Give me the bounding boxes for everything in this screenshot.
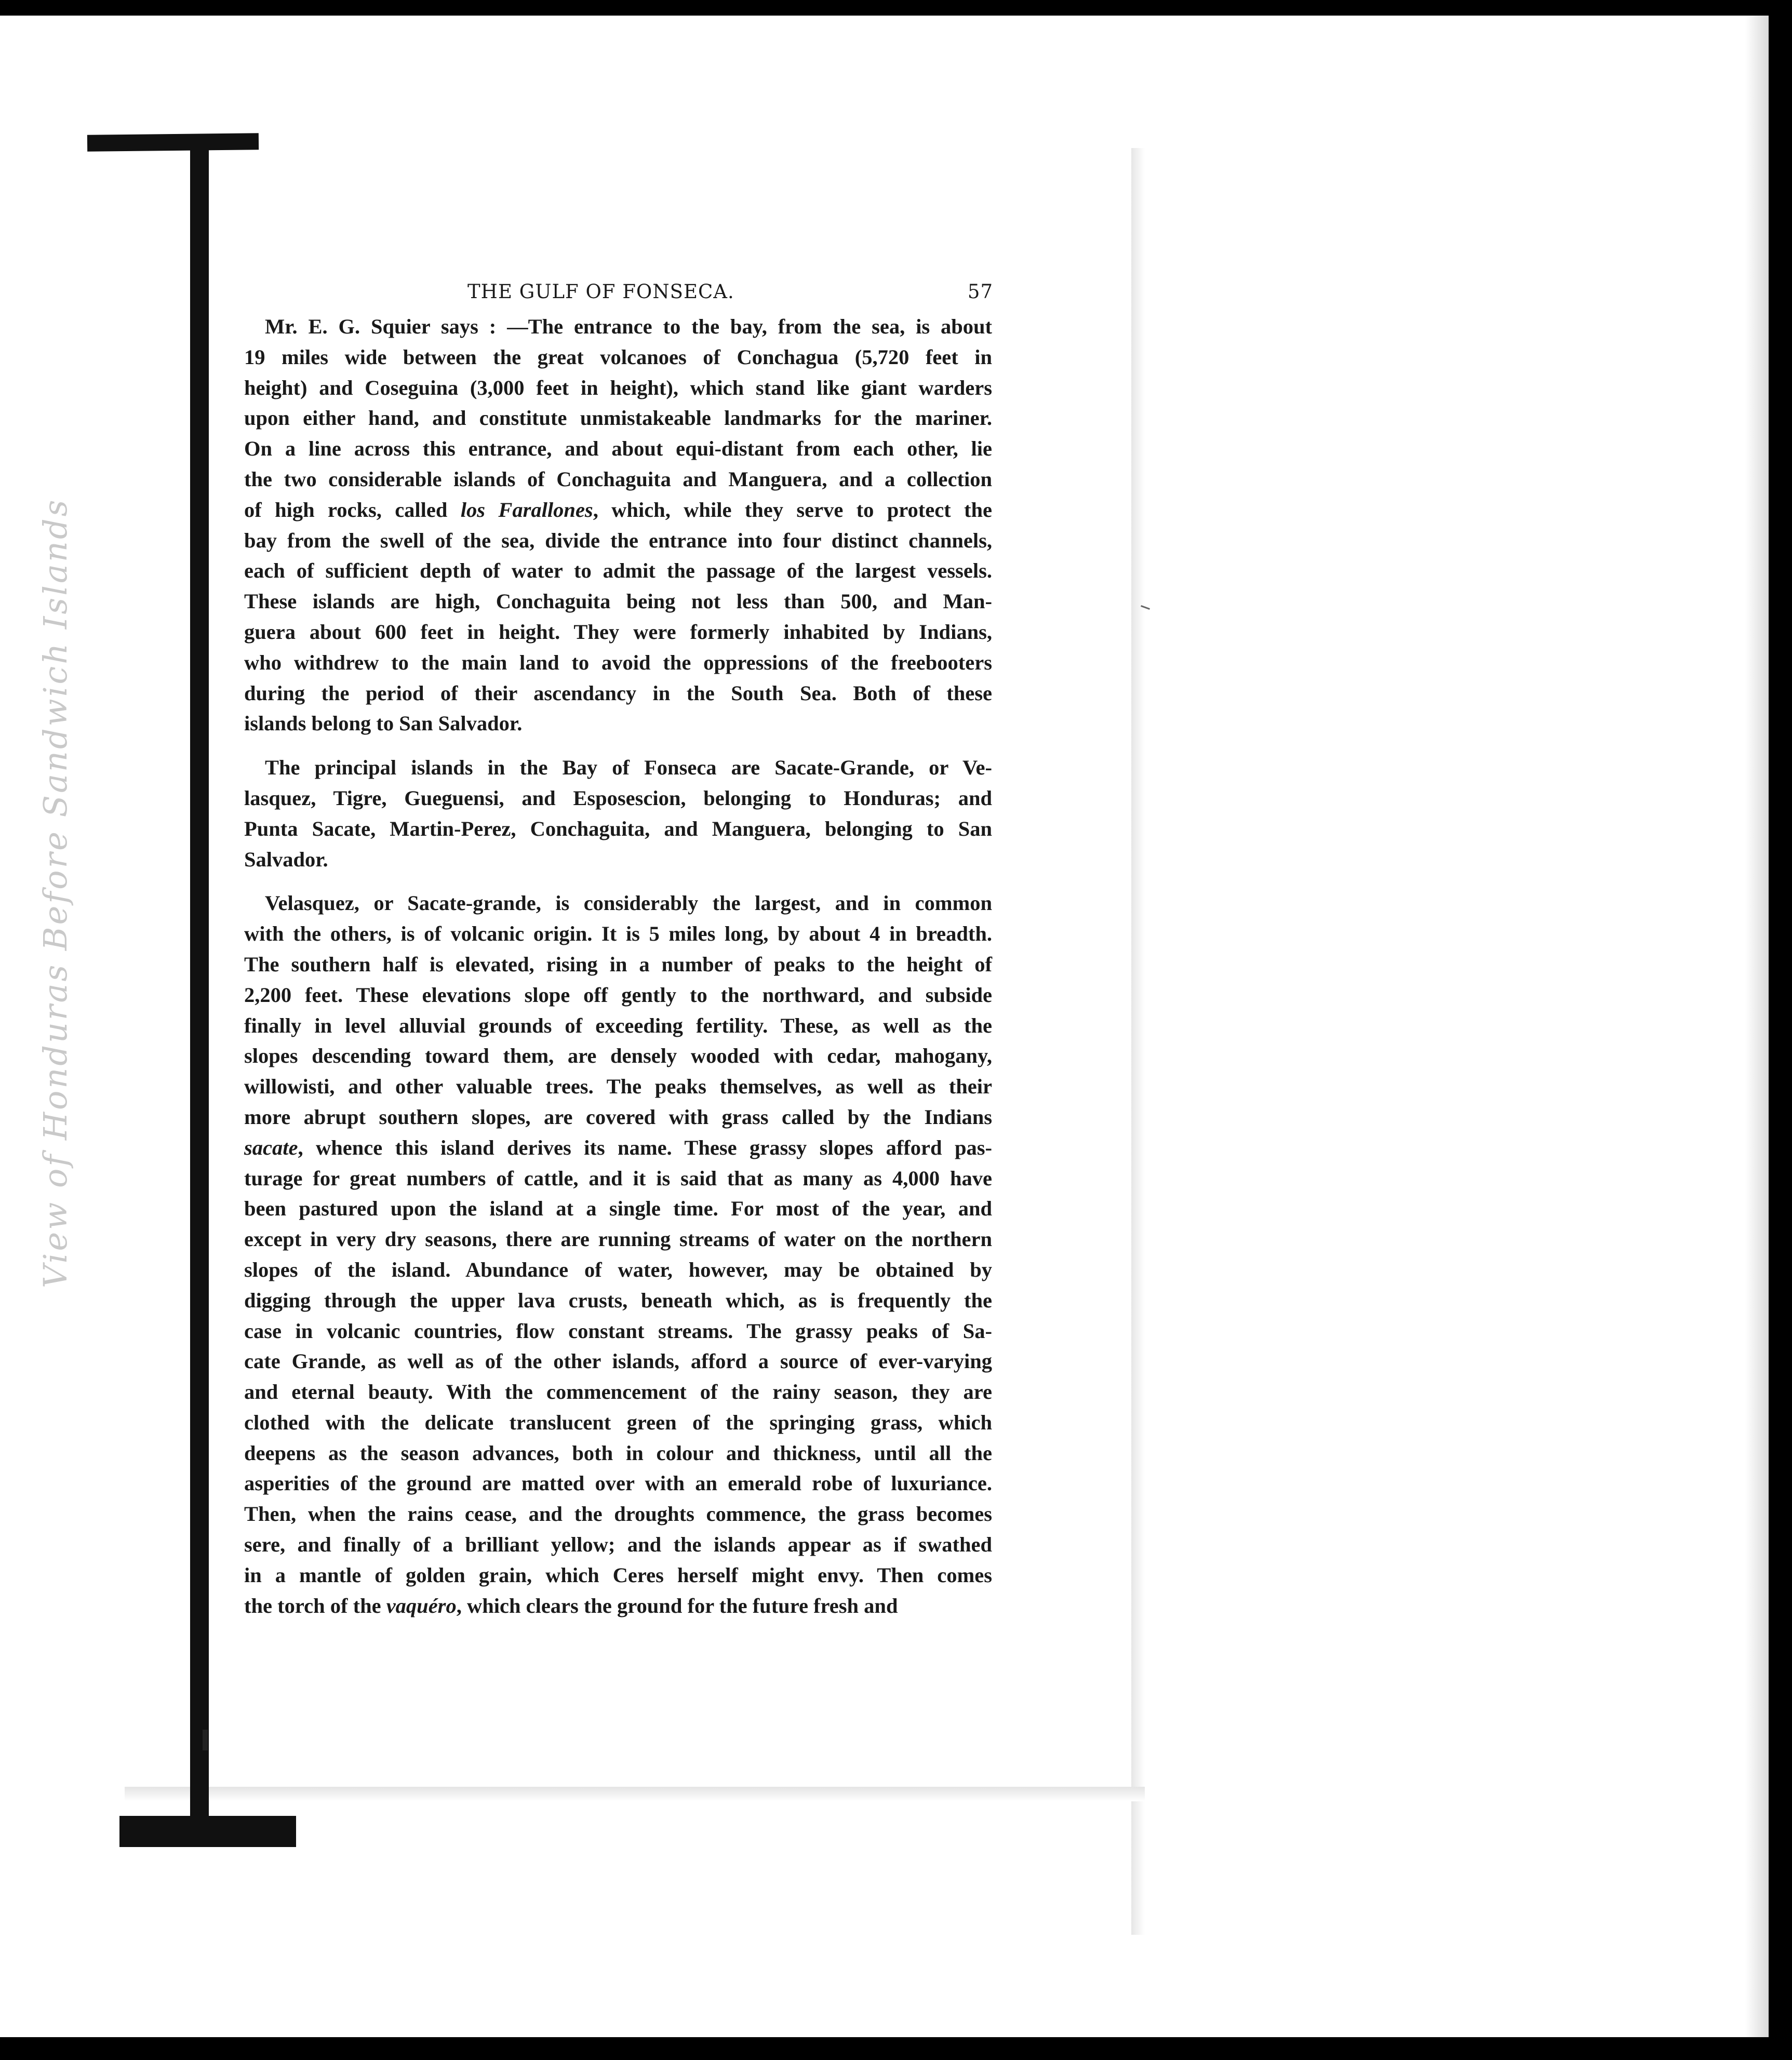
text-line: willowisti, and other valuable trees. The peaks themselves, as well as their [244, 1075, 992, 1099]
text-line: asperities of the ground are matted over with an emerald robe of luxuriance. [244, 1472, 992, 1495]
text-line: 19 miles wide between the great volcanoes of Conchagua (5,720 feet in [244, 345, 992, 369]
text-line: digging through the upper lava crusts, beneath which, as is frequently the [244, 1288, 992, 1312]
text-line: deepens as the season advances, both in colour and thickness, until all the [244, 1441, 992, 1465]
text-line: slopes of the island. Abundance of water, however, may be obtained by [244, 1258, 992, 1281]
binding-clip-bottom [119, 1816, 296, 1847]
text-line: turage for great numbers of cattle, and it is said that as many as 4,000 have [244, 1166, 992, 1190]
paragraph [244, 753, 992, 875]
text-line: who withdrew to the main land to avoid the oppressions of the freebooters [244, 650, 992, 674]
text-line: 2,200 feet. These elevations slope off gently to the northward, and subside [244, 983, 992, 1007]
text-line: with the others, is of volcanic origin. It is 5 miles long, by about 4 in breadth. [244, 922, 992, 946]
text-line: Mr. E. G. Squier says : —The entrance to the bay, from the sea, is about [265, 315, 992, 338]
text-line: and eternal beauty. With the commencement of the rainy season, they are [244, 1380, 992, 1404]
running-title: THE GULF OF FONSECA. [467, 280, 734, 303]
text-line: Salvador. [244, 847, 328, 871]
text-line: The southern half is elevated, rising in a number of peaks to the height of [244, 952, 992, 976]
text-line: islands belong to San Salvador. [244, 712, 523, 735]
text-line: cate Grande, as well as of the other islands, afford a source of ever-varying [244, 1349, 992, 1373]
text-line: finally in level alluvial grounds of exceeding fertility. These, as well as the [244, 1013, 992, 1037]
scan-border-top [0, 0, 1792, 16]
text-line: in a mantle of golden grain, which Ceres herself might envy. Then comes [244, 1563, 992, 1587]
text-line: These islands are high, Conchaguita being not less than 500, and Man- [244, 590, 992, 613]
text-line: of high rocks, called los Farallones, which, while they serve to protect the [244, 498, 992, 521]
scan-border-bottom [0, 2037, 1792, 2060]
text-line: On a line across this entrance, and about equi-distant from each other, lie [244, 437, 992, 461]
scan-edge-shading [1745, 16, 1769, 2037]
text-line: the torch of the vaquéro, which clears the ground for the future fresh and [244, 1594, 898, 1617]
text-line: sere, and finally of a brilliant yellow; and the islands appear as if swathed [244, 1533, 992, 1557]
binding-clip-bar [190, 141, 209, 1835]
page-number: 57 [967, 280, 993, 303]
text-line: sacate, whence this island derives its name. These grassy slopes afford pas- [244, 1135, 992, 1159]
page-edge-shadow-bottom [125, 1787, 1145, 1801]
text-line: during the period of their ascendancy in the South Sea. Both of these [244, 681, 992, 705]
text-line: guera about 600 feet in height. They were formerly inhabited by Indians, [244, 620, 992, 644]
text-line: Then, when the rains cease, and the droughts commence, the grass becomes [244, 1502, 992, 1526]
text-line: clothed with the delicate translucent green of the springing grass, which [244, 1410, 992, 1434]
paragraph [244, 312, 992, 739]
paragraph [244, 888, 992, 1621]
text-line: slopes descending toward them, are densely wooded with cedar, mahogany, [244, 1044, 992, 1068]
text-line: except in very dry seasons, there are running streams of water on the northern [244, 1227, 992, 1251]
faint-margin-handwriting: View of Honduras Before Sandwich Islands [36, 498, 74, 1288]
body-text [244, 312, 992, 1621]
binding-clip-top [87, 133, 259, 151]
binding-clip-notch [203, 1730, 208, 1750]
text-line: more abrupt southern slopes, are covered with grass called by the Indians [244, 1105, 992, 1129]
running-head [244, 280, 992, 312]
text-line: Punta Sacate, Martin-Perez, Conchaguita, and Manguera, belonging to San [244, 817, 992, 840]
text-line: upon either hand, and constitute unmistakeable landmarks for the mariner. [244, 406, 992, 430]
text-line: each of sufficient depth of water to admit the passage of the largest vessels. [244, 559, 992, 583]
text-line: case in volcanic countries, flow constant streams. The grassy peaks of Sa- [244, 1319, 992, 1343]
text-line: the two considerable islands of Conchaguita and Manguera, and a collection [244, 467, 992, 491]
text-line: Velasquez, or Sacate-grande, is considerably the largest, and in common [265, 891, 992, 915]
text-line: lasquez, Tigre, Gueguensi, and Esposescion, belonging to Honduras; and [244, 786, 992, 810]
text-line: bay from the swell of the sea, divide the entrance into four distinct channels, [244, 528, 992, 552]
text-line: been pastured upon the island at a single time. For most of the year, and [244, 1197, 992, 1221]
text-line: height) and Coseguina (3,000 feet in height), which stand like giant warders [244, 376, 992, 399]
text-line: The principal islands in the Bay of Fonseca are Sacate-Grande, or Ve- [265, 756, 992, 780]
book-page [244, 280, 992, 1621]
scan-border-right [1769, 0, 1792, 2060]
page-edge-shadow-right [1131, 148, 1145, 1935]
